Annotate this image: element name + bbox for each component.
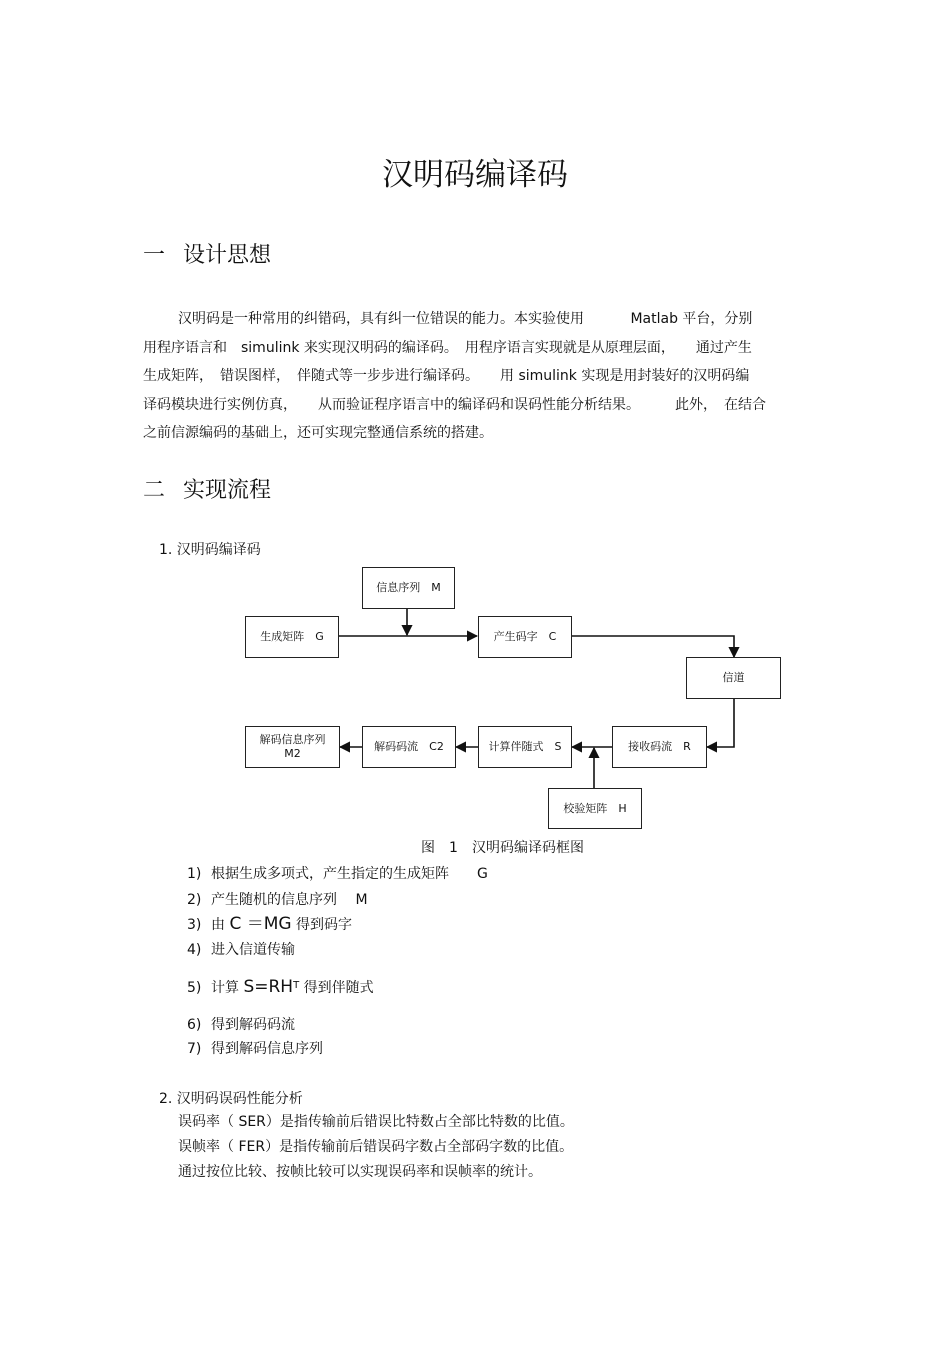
step-item bbox=[187, 864, 488, 884]
step-item bbox=[187, 1039, 323, 1059]
step-number: 3) bbox=[187, 917, 202, 933]
section-number: 一 bbox=[143, 243, 166, 268]
step-text: 得到解码码流 bbox=[211, 1017, 295, 1033]
paragraph-line: 之前信源编码的基础上，还可实现完整通信系统的搭建。 bbox=[143, 425, 493, 441]
step-item bbox=[187, 890, 368, 910]
step-text: 计算 bbox=[211, 980, 239, 996]
step-number: 2) bbox=[187, 892, 202, 908]
box-decoded-info-sequence bbox=[245, 726, 340, 768]
step-number: 7) bbox=[187, 1041, 202, 1057]
arrow-c-to-channel bbox=[571, 636, 734, 657]
step-item bbox=[187, 977, 374, 1000]
formula-s-rh: S=RH bbox=[243, 977, 294, 997]
box-syndrome: 计算伴随式 S bbox=[478, 726, 572, 768]
box-info-sequence: 信息序列 M bbox=[362, 567, 455, 609]
step-item bbox=[187, 914, 352, 935]
step-text: 由 bbox=[211, 917, 225, 933]
step-number: 1) bbox=[187, 866, 202, 882]
box-received-stream: 接收码流 R bbox=[612, 726, 707, 768]
box-label: M2 bbox=[284, 747, 301, 760]
section-heading-flow bbox=[143, 476, 271, 506]
arrow-channel-to-recv bbox=[707, 699, 734, 747]
paragraph-line: 汉明码是一种常用的纠错码，具有纠一位错误的能力。本实验使用 Matlab 平台，分别 bbox=[178, 311, 753, 327]
perf-line-fer: 误帧率（ FER）是指传输前后错误码字数占全部码字数的比值。 bbox=[178, 1139, 574, 1155]
step-number: 5) bbox=[187, 980, 202, 996]
step-item bbox=[187, 1015, 295, 1035]
perf-line-stats: 通过按位比较、按帧比较可以实现误码率和误帧率的统计。 bbox=[178, 1164, 542, 1180]
page-title: 汉明码编译码 bbox=[382, 157, 568, 193]
subsection-title-performance: 2. 汉明码误码性能分析 bbox=[159, 1091, 303, 1107]
section-heading-design bbox=[143, 241, 271, 271]
step-text: 得到解码信息序列 bbox=[211, 1041, 323, 1057]
box-codeword: 产生码字 C bbox=[478, 616, 572, 658]
section-title: 设计思想 bbox=[183, 243, 272, 268]
subsection-title-codec: 1. 汉明码编译码 bbox=[159, 542, 261, 558]
perf-line-ser: 误码率（ SER）是指传输前后错误比特数占全部比特数的比值。 bbox=[178, 1114, 574, 1130]
box-label: 解码信息序列 bbox=[259, 733, 326, 746]
step-text: 进入信道传输 bbox=[211, 942, 295, 958]
superscript-t: T bbox=[293, 980, 300, 991]
formula-c-mg: C ＝MG bbox=[229, 914, 292, 934]
box-check-matrix: 校验矩阵 H bbox=[548, 788, 642, 829]
section-number: 二 bbox=[143, 478, 166, 503]
paragraph-line: 译码模块进行实例仿真， 从而验证程序语言中的编译码和误码性能分析结果。 此外， 在结合 bbox=[143, 397, 766, 413]
figure-caption: 图 1 汉明码编译码框图 bbox=[421, 840, 584, 856]
box-channel: 信道 bbox=[686, 657, 781, 699]
paragraph-line: 用程序语言和 simulink 来实现汉明码的编译码。 用程序语言实现就是从原理层面， 通过产生 bbox=[143, 340, 752, 356]
step-number: 6) bbox=[187, 1017, 202, 1033]
step-number: 4) bbox=[187, 942, 202, 958]
step-text: 根据生成多项式，产生指定的生成矩阵 G bbox=[211, 866, 488, 882]
section-title: 实现流程 bbox=[183, 478, 272, 503]
box-decoded-stream: 解码码流 C2 bbox=[362, 726, 456, 768]
step-text: 得到伴随式 bbox=[303, 980, 374, 996]
step-item bbox=[187, 940, 295, 960]
step-text: 产生随机的信息序列 M bbox=[211, 892, 368, 908]
paragraph-line: 生成矩阵， 错误图样， 伴随式等一步步进行编译码。 用 simulink 实现是用封装好的汉明码编 bbox=[143, 368, 750, 384]
step-text: 得到码字 bbox=[296, 917, 353, 933]
box-generator-matrix: 生成矩阵 G bbox=[245, 616, 339, 658]
